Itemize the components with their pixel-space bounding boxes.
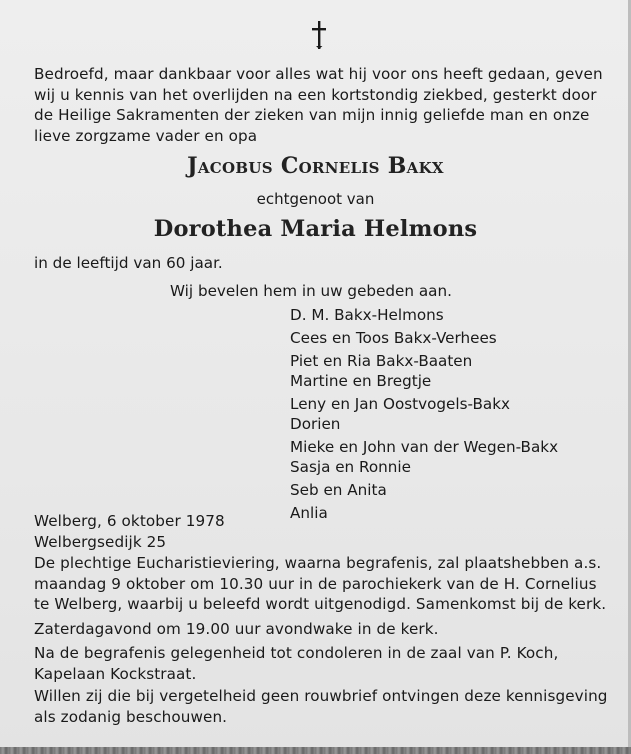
mourner-group — [290, 437, 558, 478]
vigil-line: Zaterdagavond om 19.00 uur avondwake in de kerk. — [34, 620, 439, 638]
cross-icon — [309, 20, 329, 50]
mourner-group — [290, 305, 558, 325]
place-address-block — [34, 511, 614, 552]
mourner-name: D. M. Bakx-Helmons — [290, 306, 444, 324]
mourner-name: Piet en Ria Bakx-Baaten — [290, 351, 473, 370]
vigil-paragraph — [34, 619, 614, 640]
mourner-name: Cees en Toos Bakx-Verhees — [290, 328, 497, 347]
age-line: in de leeftijd van 60 jaar. — [34, 254, 223, 272]
mourner-group — [290, 351, 558, 392]
closing-line: Willen zij die bij vergetelheid geen rouwbrief ontvingen deze kennisgeving — [34, 687, 608, 705]
mass-line: De plechtige Eucharistieviering, waarna begrafenis, zal plaatshebben a.s. — [34, 554, 602, 572]
mourner-name: Seb en Anita — [290, 480, 387, 499]
address: Welbergsedijk 25 — [34, 532, 167, 551]
condolence-paragraph — [34, 643, 614, 684]
spouse-name: Dorothea Maria Helmons — [153, 216, 478, 242]
closing-line: als zodanig beschouwen. — [34, 707, 228, 726]
intro-paragraph — [34, 64, 614, 146]
mourner-name: Leny en Jan Oostvogels-Bakx — [290, 394, 510, 413]
mourners-list — [290, 305, 558, 525]
prayer-line: Wij bevelen hem in uw gebeden aan. — [170, 282, 452, 300]
intro-line: wij u kennis van het overlijden na een kortstondig ziekbed, gesterkt door — [34, 85, 597, 104]
mourner-group — [290, 480, 558, 500]
intro-line: lieve zorgzame vader en opa — [34, 126, 258, 145]
intro-line: de Heilige Sakramenten der zieken van mijn innig geliefde man en onze — [34, 106, 590, 125]
mourner-children: Dorien — [290, 414, 341, 433]
mass-paragraph — [34, 553, 614, 615]
mourner-name: Mieke en John van der Wegen-Bakx — [290, 437, 559, 456]
condolence-line: Kapelaan Kockstraat. — [34, 664, 197, 683]
place-date: Welberg, 6 oktober 1978 — [34, 512, 225, 530]
mass-line: te Welberg, waarbij u beleefd wordt uitgenodigd. Samenkomst bij de kerk. — [34, 595, 607, 614]
spouse-label: echtgenoot van — [256, 190, 375, 208]
mourner-children: Martine en Bregtje — [290, 371, 432, 390]
mourner-children: Sasja en Ronnie — [290, 458, 411, 477]
paper-edge-bottom — [0, 747, 631, 754]
deceased-name: Jacobus Cornelis Bakx — [187, 153, 444, 179]
mourner-name: Anlia — [290, 503, 328, 522]
closing-paragraph — [34, 686, 614, 727]
mass-line: maandag 9 oktober om 10.30 uur in de parochiekerk van de H. Cornelius — [34, 574, 597, 593]
mourner-group — [290, 328, 558, 348]
mourner-group — [290, 394, 558, 435]
condolence-line: Na de begrafenis gelegenheid tot condoleren in de zaal van P. Koch, — [34, 644, 559, 662]
intro-line: Bedroefd, maar dankbaar voor alles wat hij voor ons heeft gedaan, geven — [34, 65, 603, 83]
